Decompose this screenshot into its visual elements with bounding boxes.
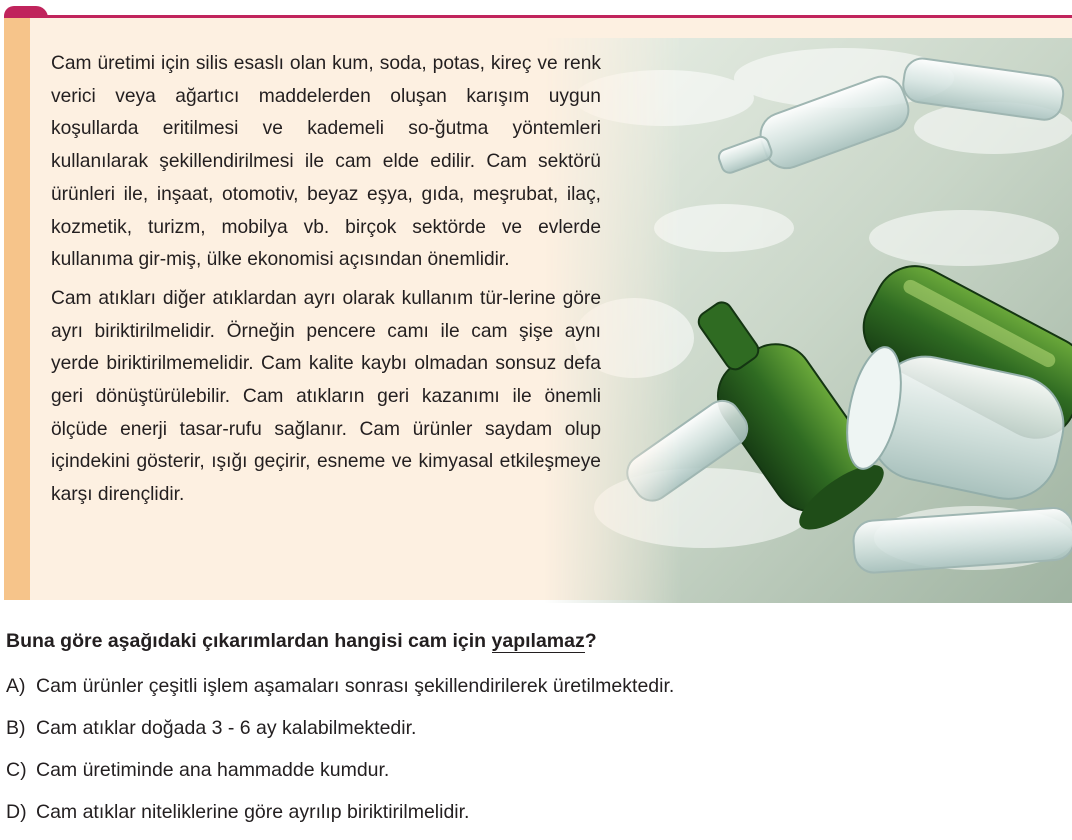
passage-line: ğutma yöntemleri kullanılarak şekillendirilmesi ile cam [51, 118, 602, 173]
option-letter: A) [6, 675, 26, 697]
answer-options [6, 672, 674, 840]
passage-line: karışım uygun koşullarda eritilmesi ve kademeli so- [51, 85, 601, 140]
option-text: Cam üretiminde ana hammadde kumdur. [36, 759, 390, 781]
question-underlined-word: yapılamaz [491, 630, 585, 652]
question-text: Buna göre aşağıdaki çıkarımlardan hangisi cam için [6, 630, 492, 652]
passage-line: kireç ve renk verici veya ağartıcı maddelerden oluşan [51, 53, 601, 107]
passage-line: kaybı olmadan sonsuz defa geri dönüştürülebilir. Cam [51, 353, 601, 408]
option-b[interactable] [6, 714, 674, 756]
passage-line: miş, ülke ekonomisi açısından önemlidir. [166, 249, 510, 271]
option-text: Cam ürünler çeşitli işlem aşamaları sonrası şekillendirilerek üretilmektedir. [36, 675, 675, 697]
panel-side-bar [4, 18, 30, 600]
option-text: Cam atıklar doğada 3 - 6 ay kalabilmektedir. [36, 717, 417, 739]
option-letter: C) [6, 759, 27, 781]
option-d[interactable] [6, 798, 674, 840]
passage-text [51, 48, 601, 512]
passage-line: karşı dirençlidir. [51, 484, 185, 506]
passage-line: beyaz eşya, gıda, meşrubat, ilaç, kozmetik, turizm, [51, 183, 601, 238]
passage-line: mobilya vb. birçok sektörde ve evlerde kullanıma gir- [51, 216, 601, 271]
passage-line: Cam üretimi için silis esaslı olan kum, soda, potas, [51, 53, 485, 74]
question-mark: ? [584, 630, 597, 652]
option-c[interactable] [6, 756, 674, 798]
option-letter: D) [6, 801, 27, 823]
glass-bottles-photo [544, 38, 1072, 603]
passage-line: elde edilir. Cam sektörü ürünleri ile, inşaat, otomotiv, [51, 151, 601, 205]
passage-paragraph-2 [51, 283, 601, 512]
passage-line: ile cam şişe aynı yerde biriktirilmemelidir. Cam kalite [51, 320, 601, 375]
option-text: Cam atıklar niteliklerine göre ayrılıp biriktirilmelidir. [36, 801, 470, 823]
passage-line: lerine göre ayrı biriktirilmelidir. Örneğin pencere camı [51, 287, 601, 342]
passage-paragraph-1 [51, 48, 601, 277]
option-letter: B) [6, 717, 26, 739]
reading-panel [4, 18, 1072, 600]
passage-line: atıkların geri kazanımı ile önemli ölçüde enerji tasar- [51, 386, 601, 440]
passage-line: gösterir, ışığı geçirir, esneme ve kimyasal etkileşmeye [136, 451, 601, 473]
passage-line: rufu sağlanır. Cam ürünler saydam olup içindekini [51, 418, 601, 473]
passage-line: Cam atıkları diğer atıklardan ayrı olarak kullanım tür- [51, 287, 509, 309]
option-a[interactable] [6, 672, 674, 714]
question-stem [6, 630, 597, 653]
